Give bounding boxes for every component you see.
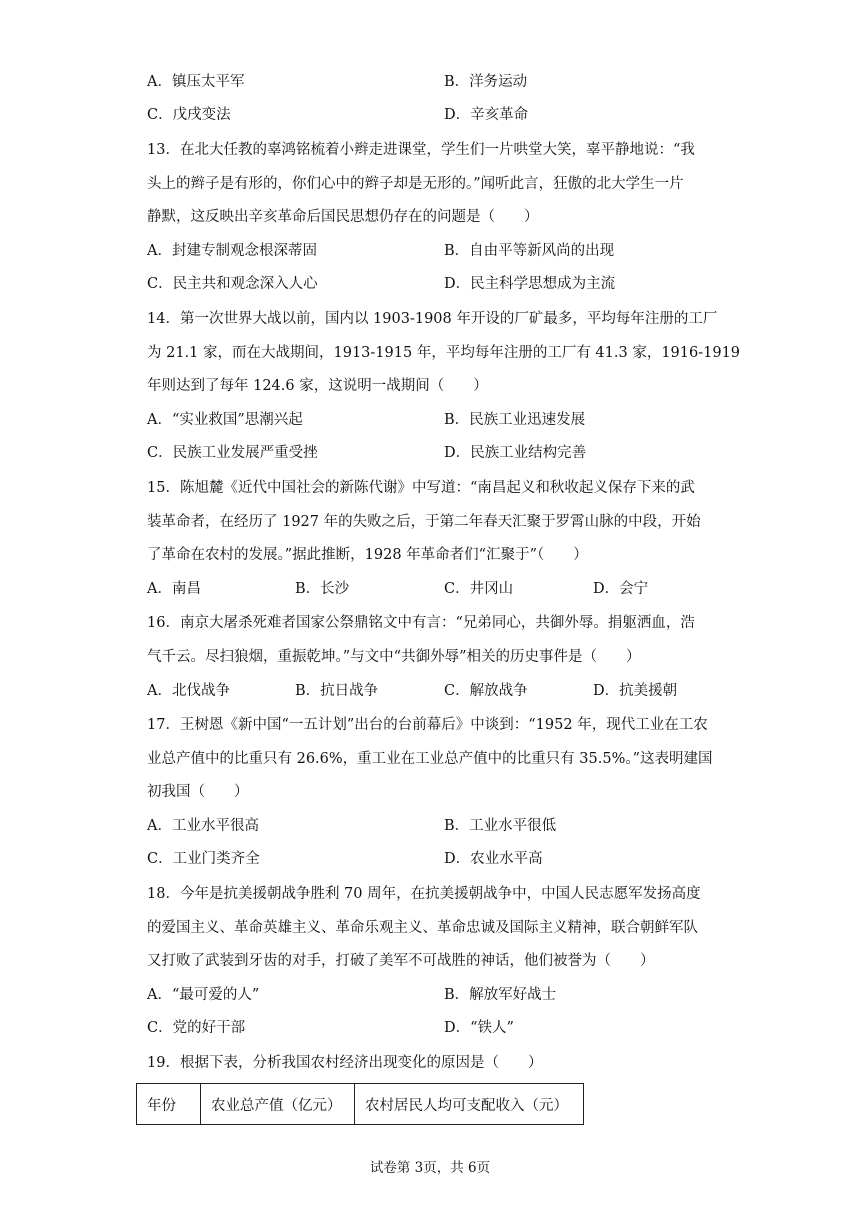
q18-option-a: A．“最可爱的人”	[147, 987, 260, 1003]
q16-option-a: A．北伐战争	[147, 683, 230, 699]
q16-stem-line-2: 气千云。尽扫狼烟，重振乾坤。”与文中“共御外辱”相关的历史事件是（ ）	[147, 649, 641, 665]
q16-option-c: C．解放战争	[444, 683, 528, 699]
q12-options-row-1	[147, 72, 747, 92]
q15-options-row	[147, 579, 747, 599]
q19-data-table	[136, 1083, 584, 1125]
table-header-rural-income: 农村居民人均可支配收入（元）	[355, 1084, 584, 1125]
q17-option-c: C．工业门类齐全	[147, 851, 260, 867]
q14-option-c: C．民族工业发展严重受挫	[147, 445, 318, 461]
q14-stem-line-2: 为 21.1 家，而在大战期间，1913-1915 年，平均每年注册的工厂有 41.3 家，1916-1919	[147, 345, 741, 361]
q17-option-d: D．农业水平高	[444, 851, 543, 867]
q18-options-row-2	[147, 1018, 747, 1038]
q12-option-b: B．洋务运动	[444, 74, 528, 90]
q13-option-d: D．民主科学思想成为主流	[444, 276, 616, 292]
q15-stem-line-1: 15．陈旭麓《近代中国社会的新陈代谢》中写道：“南昌起义和秋收起义保存下来的武	[147, 480, 695, 496]
q17-stem-line-3: 初我国（ ）	[147, 784, 249, 800]
q17-option-b: B．工业水平很低	[444, 818, 557, 834]
q16-options-row	[147, 681, 747, 701]
q17-options-row-1	[147, 816, 747, 836]
q16-option-d: D．抗美援朝	[593, 683, 678, 699]
q14-stem-line-3: 年则达到了每年 124.6 家，这说明一战期间（ ）	[147, 378, 488, 394]
q18-option-c: C．党的好干部	[147, 1020, 246, 1036]
q16-option-b: B．抗日战争	[295, 683, 379, 699]
q18-stem-line-1: 18．今年是抗美援朝战争胜利 70 周年，在抗美援朝战争中，中国人民志愿军发扬高度	[147, 886, 701, 902]
q15-option-a: A．南昌	[147, 581, 201, 597]
q12-option-a: A．镇压太平军	[147, 74, 245, 90]
table-header-row	[137, 1084, 584, 1125]
q13-option-a: A．封建专制观念根深蒂固	[147, 243, 317, 259]
q15-stem-line-2: 装革命者，在经历了 1927 年的失败之后，于第二年春天汇聚于罗霄山脉的中段，开始	[147, 514, 701, 530]
q15-option-d: D．会宁	[593, 581, 649, 597]
q14-option-a: A．“实业救国”思潮兴起	[147, 412, 303, 428]
q17-stem-line-1: 17．王树恩《新中国“一五计划”出台的台前幕后》中谈到：“1952 年，现代工业在工农	[147, 717, 708, 733]
table-header-year: 年份	[137, 1084, 201, 1125]
q13-stem-line-2: 头上的辫子是有形的，你们心中的辫子却是无形的。”闻听此言，狂傲的北大学生一片	[147, 176, 684, 192]
q16-stem-line-1: 16．南京大屠杀死难者国家公祭鼎铭文中有言：“兄弟同心，共御外辱。捐躯洒血，浩	[147, 615, 695, 631]
q13-option-b: B．自由平等新风尚的出现	[444, 243, 615, 259]
q14-stem-line-1: 14．第一次世界大战以前，国内以 1903-1908 年开设的厂矿最多，平均每年注册的工厂	[147, 311, 718, 327]
q14-options-row-2	[147, 443, 747, 463]
q17-options-row-2	[147, 849, 747, 869]
q12-options-row-2	[147, 105, 747, 125]
q18-option-d: D．“铁人”	[444, 1020, 514, 1036]
q12-option-c: C．戊戌变法	[147, 107, 231, 123]
page-footer: 试卷第 3页，共 6页	[369, 1160, 491, 1176]
q17-stem-line-2: 业总产值中的比重只有 26.6%，重工业在工业总产值中的比重只有 35.5%。”这表明建国	[147, 751, 713, 767]
q13-options-row-2	[147, 274, 747, 294]
table-header-agri-output: 农业总产值（亿元）	[201, 1084, 355, 1125]
q12-option-d: D．辛亥革命	[444, 107, 529, 123]
q13-stem-line-1: 13．在北大任教的辜鸿铭梳着小辫走进课堂，学生们一片哄堂大笑，辜平静地说：“我	[147, 142, 695, 158]
q13-options-row-1	[147, 241, 747, 261]
q15-stem-line-3: 了革命在农村的发展。”据此推断，1928 年革命者们“汇聚于”（ ）	[147, 547, 588, 563]
q13-stem-line-3: 静默，这反映出辛亥革命后国民思想仍存在的问题是（ ）	[147, 209, 539, 225]
q14-options-row-1	[147, 410, 747, 430]
q19-stem-line-1: 19．根据下表，分析我国农村经济出现变化的原因是（ ）	[147, 1055, 543, 1071]
q15-option-c: C．井冈山	[444, 581, 514, 597]
q17-option-a: A．工业水平很高	[147, 818, 259, 834]
q14-option-d: D．民族工业结构完善	[444, 445, 587, 461]
q18-option-b: B．解放军好战士	[444, 987, 557, 1003]
q18-stem-line-3: 又打败了武装到牙齿的对手，打破了美军不可战胜的神话，他们被誉为（ ）	[147, 953, 655, 969]
q18-options-row-1	[147, 985, 747, 1005]
q18-stem-line-2: 的爱国主义、革命英雄主义、革命乐观主义、革命忠诚及国际主义精神，联合朝鲜军队	[147, 920, 698, 936]
q14-option-b: B．民族工业迅速发展	[444, 412, 586, 428]
q15-option-b: B．长沙	[295, 581, 350, 597]
q13-option-c: C．民主共和观念深入人心	[147, 276, 318, 292]
